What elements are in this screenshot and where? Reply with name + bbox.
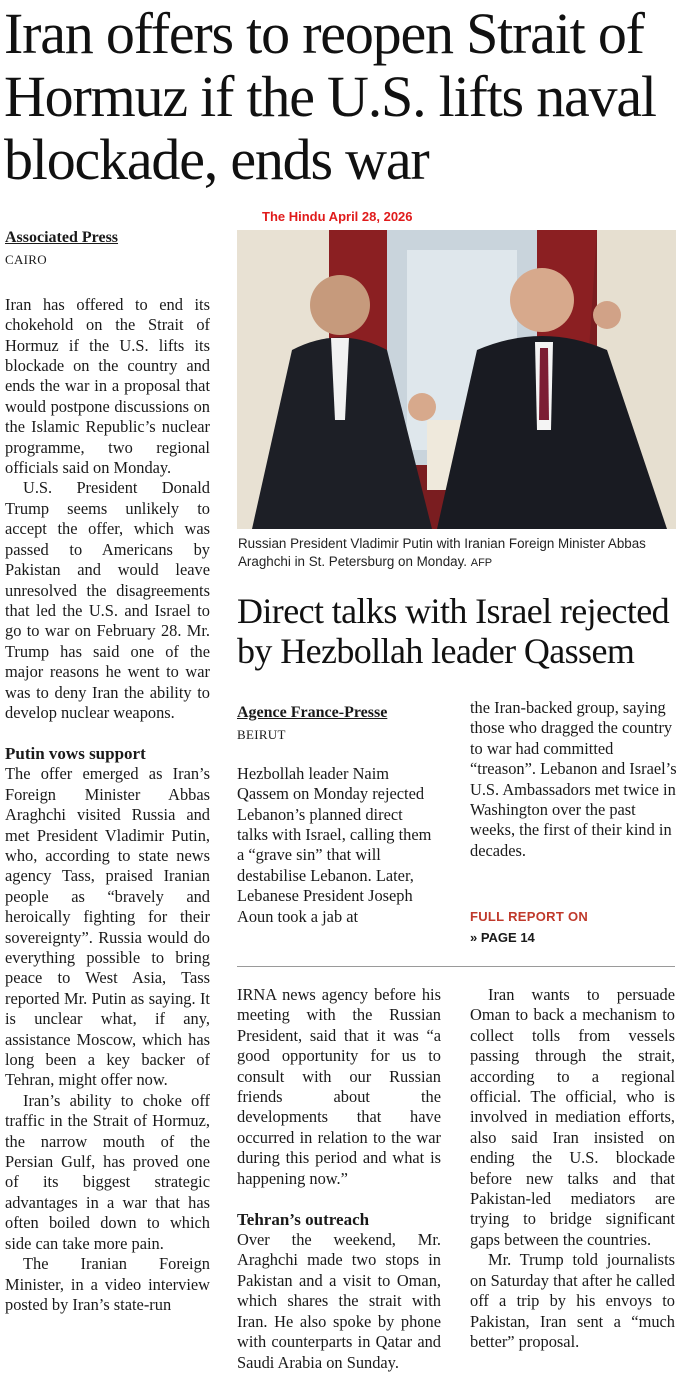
araghchi-head	[310, 275, 370, 335]
aide-head	[593, 301, 621, 329]
main-subhead-tehran: Tehran’s outreach	[237, 1210, 370, 1230]
main-paragraph-9: Mr. Trump told journalists on Saturday that after he called off a trip by his envoys to Pakistan, Iran sent a “much better” proposal.	[470, 1250, 675, 1351]
main-paragraph-4: Iran’s ability to choke off traffic in the Strait of Hormuz, the narrow mouth of the Persian Gulf, has proved one of its biggest strategic advantages in a war that has often boiled down to which side can take more pain.	[5, 1090, 210, 1253]
full-report-label: FULL REPORT ON	[470, 909, 589, 924]
date-stamp: The Hindu April 28, 2026	[262, 209, 413, 224]
side-paragraph-2: the Iran-backed group, saying those who dragged the country to war had committed “treason”. Lebanon and Israel’s U.S. Ambassadors met twice in Washington over the past weeks, the first of their kind in decades.	[470, 698, 677, 860]
main-byline: Associated Press	[5, 229, 119, 246]
main-paragraph-1: Iran has offered to end its chokehold on the Strait of Hormuz if the U.S. lifts its blockade on the country and ends the war in a proposal that would postpone discussions on the Islamic Republic’s nuclear programme, two regional officials said on Monday.	[5, 294, 210, 478]
main-paragraph-7: Over the weekend, Mr. Araghchi made two stops in Pakistan and a visit to Oman, which shares the strait with Iran. He also spoke by phone with counterparts in Qatar and Saudi Arabia on Sunday.	[237, 1230, 441, 1372]
photo-credit: AFP	[470, 557, 493, 569]
putin-tie	[539, 348, 549, 420]
main-story-column-2	[237, 985, 441, 1373]
main-paragraph-8: Iran wants to persuade Oman to back a mechanism to collect tolls from vessels passing through the strait, according to a regional official. The official, who is involved in mediation efforts, also said Iran insisted on ending the U.S. blockade before new talks and that Pakistan-led mediators are trying to bridge significant gaps between the countries.	[470, 985, 675, 1249]
side-paragraph-1: Hezbollah leader Naim Qassem on Monday rejected Lebanon’s planned direct talks with Israel, calling them a “grave sin” that will destabilise Lebanon. Later, Lebanese President Joseph Aoun took a jab at	[237, 763, 432, 926]
section-divider	[237, 966, 675, 967]
news-photo	[237, 230, 676, 529]
full-report-link[interactable]	[470, 906, 588, 948]
photo-illustration	[237, 230, 676, 529]
main-dateline: CAIRO	[5, 252, 47, 268]
side-story-column-a	[237, 703, 437, 927]
headline: Iran offers to reopen Strait of Hormuz if the U.S. lifts naval blockade, ends war	[4, 1, 656, 192]
photo-caption-text: Russian President Vladimir Putin with Iranian Foreign Minister Abbas Araghchi in St. Petersburg on Monday.	[238, 536, 646, 569]
page-reference: » PAGE 14	[470, 930, 535, 945]
main-paragraph-5: The Iranian Foreign Minister, in a video interview posted by Iran’s state-run	[5, 1254, 210, 1314]
putin-head	[510, 268, 574, 332]
putin-fist	[408, 393, 436, 421]
main-paragraph-2: U.S. President Donald Trump seems unlikely to accept the offer, which was passed to Americans by Pakistan and would leave unresolved the disagreements that led the U.S. and Israel to go to war on February 28. Mr. Trump has said one of the major reasons he went to war was to deny Iran the ability to develop nuclear weapons.	[5, 478, 210, 722]
main-story-column-1	[5, 228, 210, 1315]
main-paragraph-3: The offer emerged as Iran’s Foreign Minister Abbas Araghchi visited Russia and met President Vladimir Putin, who, according to state news agency Tass, praised Iranian people as “bravely and heroically fighting for their sovereignty”. Russia would do everything possible to bring peace to West Asia, Tass reported Mr. Putin as saying. It is unclear what, if any, assistance Moscow, which has long been a key backer of Tehran, might offer now.	[5, 764, 210, 1090]
side-story-headline: Direct talks with Israel rejected by Hezbollah leader Qassem	[237, 591, 669, 671]
side-story-column-b	[470, 698, 678, 861]
main-story-column-3	[470, 985, 675, 1352]
side-dateline: BEIRUT	[237, 727, 286, 743]
photo-caption	[238, 535, 676, 572]
main-subhead-putin: Putin vows support	[5, 744, 146, 764]
main-paragraph-6: IRNA news agency before his meeting with the Russian President, said that it was “a good opportunity for us to consult with our Russian friends about the developments that have occurred in relation to the war during this period and what is happening now.”	[237, 985, 441, 1188]
side-byline: Agence France-Presse	[237, 704, 388, 721]
